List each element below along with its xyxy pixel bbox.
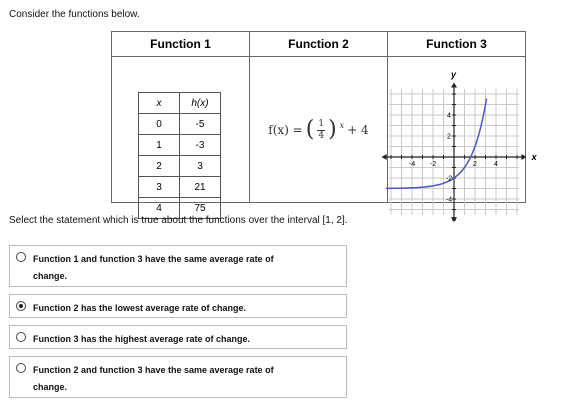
x-axis-arrow-right-icon [521, 154, 526, 160]
y-tick-label: -2 [445, 175, 453, 183]
function3-cell [388, 57, 537, 204]
y-tick-label: 4 [447, 112, 451, 120]
x-tick-label: 4 [494, 161, 498, 168]
table-row [139, 114, 221, 135]
x-value: 0 [139, 114, 180, 135]
function3-graph [388, 57, 537, 205]
h-value: 75 [180, 198, 221, 219]
function3-header: Function 3 [388, 32, 526, 57]
prompt-text: Consider the functions below. [9, 9, 140, 20]
radio-button[interactable] [16, 363, 26, 373]
y-axis-label: y [451, 69, 457, 80]
col-h-header: h(x) [180, 93, 221, 114]
table-row [139, 177, 221, 198]
choice-label: Function 2 and function 3 have the same average rate of change. [33, 365, 274, 392]
h-value: -3 [180, 135, 221, 156]
question-text: Select the statement which is true about the functions over the interval [1, 2]. [9, 215, 348, 226]
h-value: 21 [180, 177, 221, 198]
function2-header: Function 2 [250, 32, 388, 57]
radio-button-selected[interactable] [16, 301, 26, 311]
function2-formula [250, 119, 387, 141]
x-tick-label: -4 [408, 161, 416, 168]
exponent: x [339, 121, 345, 130]
close-paren: ) [328, 117, 337, 142]
h-value: 3 [180, 156, 221, 177]
radio-button[interactable] [16, 332, 26, 342]
choice-option-3[interactable] [9, 325, 347, 349]
y-axis-arrow-up-icon [451, 82, 457, 87]
x-axis-label: x [531, 152, 537, 162]
function2-cell [250, 57, 388, 203]
formula-lhs: f(x) = [268, 123, 303, 137]
functions-table [111, 31, 537, 214]
col-x-header: x [139, 93, 180, 114]
fraction [317, 120, 325, 141]
x-tick-label: -2 [429, 161, 437, 168]
choice-label: Function 2 has the lowest average rate of change. [33, 303, 247, 313]
table-row [139, 156, 221, 177]
y-tick-label: -4 [445, 196, 453, 204]
open-paren: ( [305, 117, 315, 142]
choice-label: Function 1 and function 3 have the same average rate of change. [33, 254, 274, 281]
choice-option-1[interactable] [9, 245, 347, 287]
function1-cell [112, 57, 250, 214]
x-value: 1 [139, 135, 180, 156]
h-value: -5 [180, 114, 221, 135]
x-tick-label: 2 [473, 161, 477, 168]
x-value: 2 [139, 156, 180, 177]
fraction-numerator: 1 [318, 118, 325, 129]
values-table [138, 92, 221, 219]
formula-rhs: + 4 [347, 123, 369, 137]
y-tick-label: 2 [447, 133, 451, 141]
graph-axes [382, 82, 527, 222]
radio-button[interactable] [16, 252, 26, 262]
choice-option-4[interactable] [9, 356, 347, 398]
x-value: 3 [139, 177, 180, 198]
fraction-denominator: 4 [318, 130, 325, 141]
table-row [139, 135, 221, 156]
choice-label: Function 3 has the highest average rate of change. [33, 334, 251, 344]
x-value: 4 [139, 198, 180, 219]
choice-option-2[interactable] [9, 294, 347, 318]
exponential-curve [386, 98, 487, 188]
function1-header: Function 1 [112, 32, 250, 57]
